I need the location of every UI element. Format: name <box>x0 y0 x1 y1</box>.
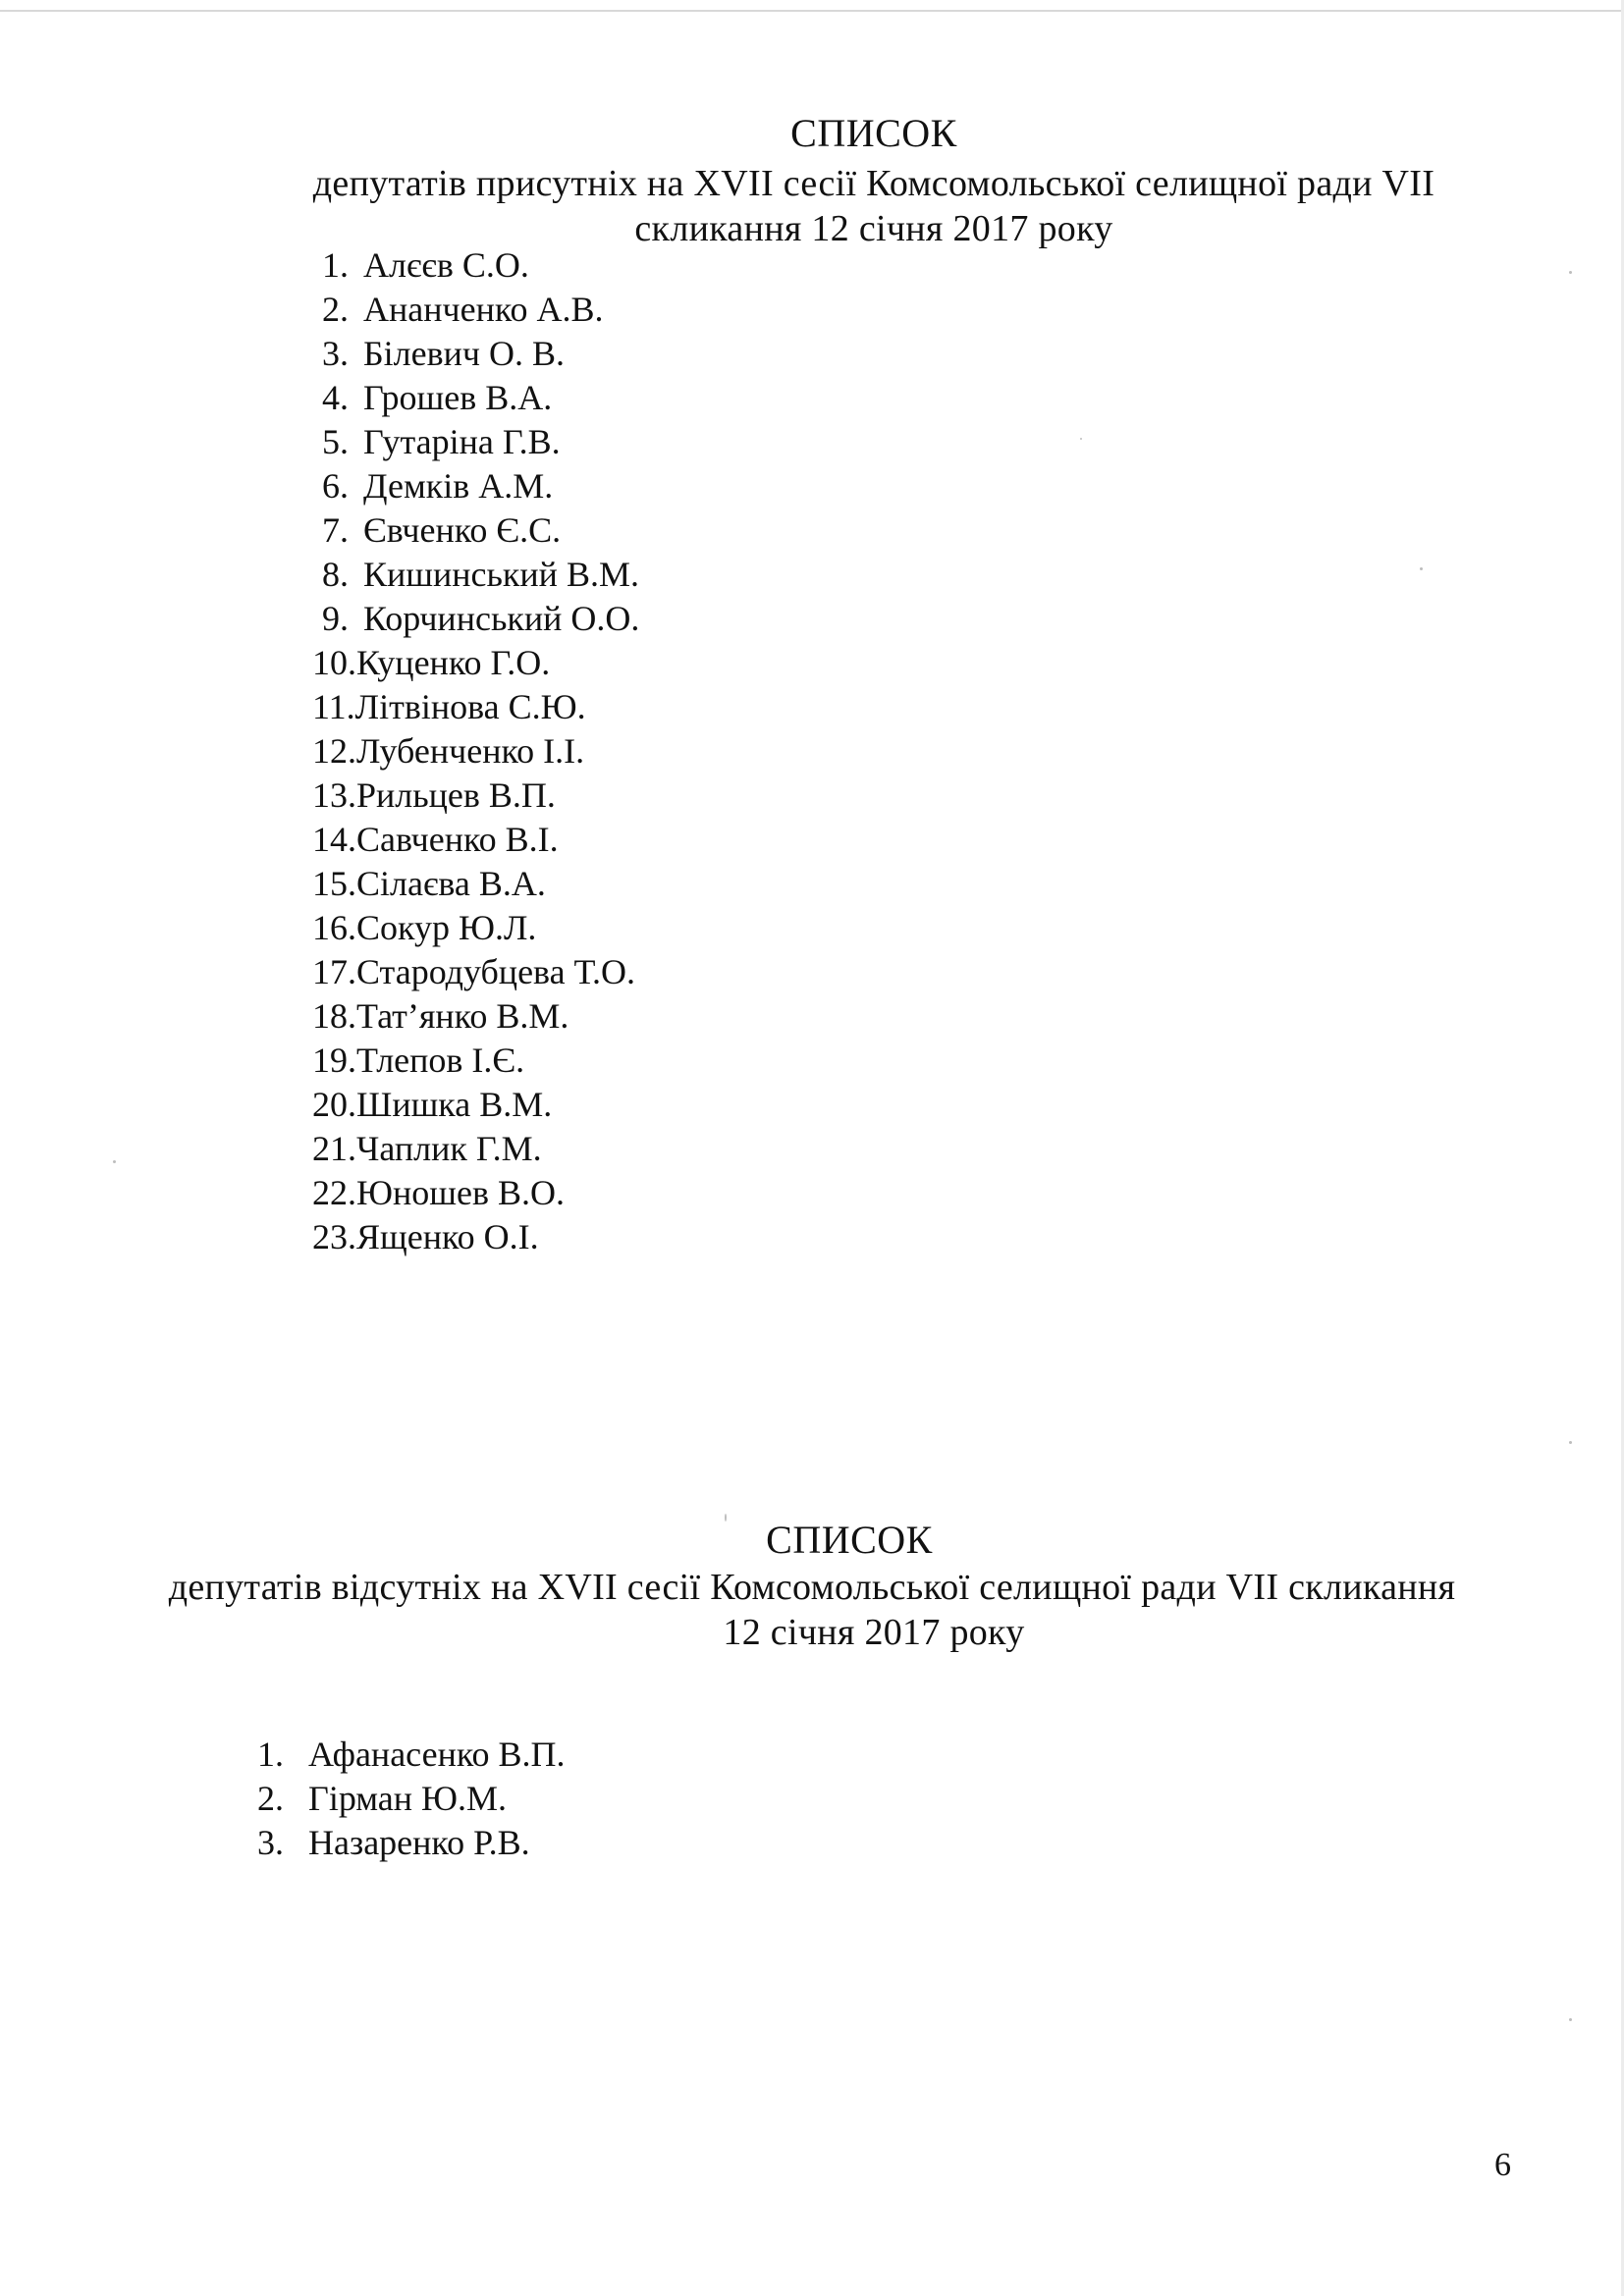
list-item <box>312 950 639 994</box>
deputy-name: Назаренко Р.В. <box>308 1823 530 1862</box>
deputy-name: Демків А.М. <box>363 466 554 506</box>
list-item-number: 7. <box>322 510 349 550</box>
list-item <box>312 774 639 818</box>
list-item <box>312 1083 639 1127</box>
deputy-name: Лубенченко І.І. <box>356 731 585 771</box>
deputy-name: Гірман Ю.М. <box>308 1779 508 1818</box>
scan-speck <box>1420 567 1423 570</box>
list-item <box>312 818 639 862</box>
list-item <box>312 597 639 641</box>
list-item-number: 6. <box>322 466 349 506</box>
list-item-number: 23. <box>312 1217 356 1256</box>
list-item <box>312 508 639 553</box>
list-item <box>312 1215 639 1259</box>
present-list-heading-line1: депутатів присутніх на XVII сесії Комсомольської селищної ради VII <box>312 163 1435 204</box>
list-item-number: 20. <box>312 1085 356 1124</box>
scan-speck <box>1080 438 1082 440</box>
deputy-name: Стародубцева Т.О. <box>356 952 635 991</box>
list-item <box>312 994 639 1039</box>
list-item <box>312 243 639 288</box>
present-list-title: СПИСОК <box>790 111 957 155</box>
list-item <box>312 862 639 906</box>
absent-deputies-list <box>257 1733 566 1865</box>
list-item-number: 17. <box>312 952 356 991</box>
list-item-number: 13. <box>312 775 356 815</box>
list-item <box>312 1039 639 1083</box>
deputy-name: Тлепов І.Є. <box>356 1041 525 1080</box>
list-item <box>312 729 639 774</box>
deputy-name: Гутаріна Г.В. <box>363 422 561 461</box>
deputy-name: Тат’янко В.М. <box>356 996 569 1036</box>
list-item-number: 1. <box>322 245 349 285</box>
list-item-number: 11. <box>312 687 355 726</box>
deputy-name: Сілаєва В.А. <box>356 864 546 903</box>
deputy-name: Алєєв С.О. <box>363 245 529 285</box>
scan-speck <box>725 1514 727 1522</box>
list-item <box>257 1777 566 1821</box>
list-item-number: 21. <box>312 1129 356 1168</box>
list-item-number: 16. <box>312 908 356 947</box>
list-item <box>312 288 639 332</box>
deputy-name: Білевич О. В. <box>363 334 565 373</box>
deputy-name: Рильцев В.П. <box>356 775 556 815</box>
deputy-name: Кишинський В.М. <box>363 555 639 594</box>
scan-top-edge <box>0 10 1624 12</box>
absent-list-title: СПИСОК <box>766 1518 933 1562</box>
list-item <box>312 553 639 597</box>
list-item <box>257 1733 566 1777</box>
list-item-number: 5. <box>322 422 349 461</box>
list-item-number: 3. <box>257 1823 284 1862</box>
list-item-number: 18. <box>312 996 356 1036</box>
scan-speck <box>1569 271 1572 274</box>
deputy-name: Ященко О.І. <box>356 1217 539 1256</box>
deputy-name: Афанасенко В.П. <box>308 1735 566 1774</box>
deputy-name: Корчинський О.О. <box>363 599 640 638</box>
present-list-heading-line2: скликання 12 січня 2017 року <box>634 208 1113 249</box>
deputy-name: Чаплик Г.М. <box>356 1129 542 1168</box>
list-item <box>312 641 639 685</box>
deputy-name: Сокур Ю.Л. <box>356 908 537 947</box>
list-item <box>312 464 639 508</box>
list-item-number: 15. <box>312 864 356 903</box>
list-item <box>312 906 639 950</box>
page-number: 6 <box>1494 2147 1511 2183</box>
list-item-number: 12. <box>312 731 356 771</box>
scan-speck <box>113 1160 116 1163</box>
list-item-number: 2. <box>322 290 349 329</box>
list-item-number: 1. <box>257 1735 284 1774</box>
list-item-number: 14. <box>312 820 356 859</box>
list-item-number: 2. <box>257 1779 284 1818</box>
deputy-name: Євченко Є.С. <box>363 510 562 550</box>
list-item <box>312 685 639 729</box>
list-item <box>312 1127 639 1171</box>
list-item <box>312 420 639 464</box>
list-item-number: 9. <box>322 599 349 638</box>
list-item-number: 8. <box>322 555 349 594</box>
list-item-number: 10. <box>312 643 356 682</box>
list-item <box>312 1171 639 1215</box>
list-item-number: 3. <box>322 334 349 373</box>
list-item <box>257 1821 566 1865</box>
scan-speck <box>1569 2018 1572 2021</box>
present-deputies-list <box>312 243 639 1259</box>
deputy-name: Савченко В.І. <box>356 820 559 859</box>
list-item-number: 19. <box>312 1041 356 1080</box>
absent-list-heading-line2: 12 січня 2017 року <box>723 1612 1025 1653</box>
deputy-name: Юношев В.О. <box>356 1173 565 1212</box>
deputy-name: Шишка В.М. <box>356 1085 553 1124</box>
deputy-name: Ананченко А.В. <box>363 290 604 329</box>
list-item-number: 22. <box>312 1173 356 1212</box>
list-item <box>312 332 639 376</box>
deputy-name: Куценко Г.О. <box>356 643 551 682</box>
scan-speck <box>1569 1441 1572 1444</box>
list-item <box>312 376 639 420</box>
deputy-name: Літвінова С.Ю. <box>354 687 586 726</box>
deputy-name: Грошев В.А. <box>363 378 553 417</box>
absent-list-heading-line1: депутатів відсутніх на XVII сесії Комсомольської селищної ради VII скликання <box>168 1567 1456 1608</box>
list-item-number: 4. <box>322 378 349 417</box>
